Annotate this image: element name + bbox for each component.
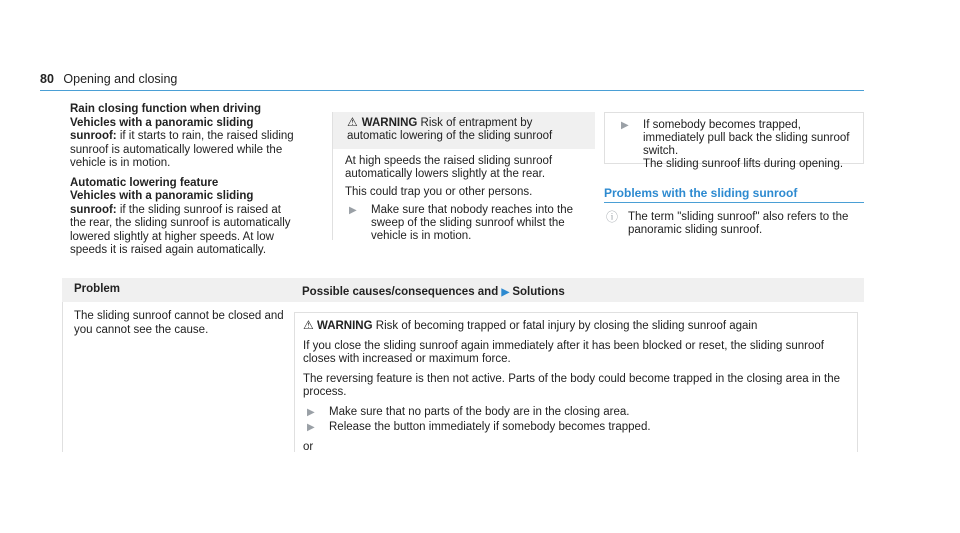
instruction-step xyxy=(617,119,853,171)
vehicle-condition-label: Vehicles with a panoramic sliding sunroof: xyxy=(70,190,254,216)
warning-paragraph: This could trap you or other persons. xyxy=(345,186,533,198)
instruction-step xyxy=(303,406,849,420)
instruction-box-trapped xyxy=(604,112,864,170)
problem-cell: The sliding sunroof cannot be closed and you cannot see the cause. xyxy=(74,310,284,336)
solution-warning-header xyxy=(303,319,849,334)
warning-title: Risk of entrapment by automatic lowering of the sliding sunroof xyxy=(347,117,553,142)
warning-triangle-icon: ⚠ xyxy=(303,318,314,332)
rain-closing-text xyxy=(70,117,300,171)
solution-warning-box xyxy=(294,312,858,452)
warning-label: WARNING xyxy=(361,117,418,129)
step-text: Make sure that no parts of the body are in the closing area. xyxy=(329,405,630,418)
warning-box-entrapment xyxy=(332,112,595,240)
auto-lowering-text xyxy=(70,190,300,258)
note-text: The term "sliding sunroof" also refers to the panoramic sliding sunroof. xyxy=(628,211,849,236)
or-label: or xyxy=(303,440,314,453)
step-result: The sliding sunroof lifts during opening. xyxy=(643,158,844,170)
warning-triangle-icon: ⚠ xyxy=(347,115,358,129)
heading-auto-lowering: Automatic lowering feature xyxy=(70,176,219,189)
solution-paragraph: If you close the sliding sunroof again immediately after it has been blocked or reset, the sliding sunroof closes with increased or maximum force. xyxy=(303,339,824,365)
warning-title: Risk of becoming trapped or fatal injury by closing the sliding sunroof again xyxy=(372,320,758,332)
table-left-border xyxy=(62,302,63,452)
vehicle-condition-label: Vehicles with a panoramic sliding sunroof: xyxy=(70,116,254,142)
step-text: Make sure that nobody reaches into the sweep of the sliding sunroof whilst the vehicle is in motion. xyxy=(371,204,574,242)
instruction-step xyxy=(303,421,849,435)
table-row xyxy=(62,302,864,452)
auto-lowering-body: if the sliding sunroof is raised at the rear, the sliding sunroof is automatically lowered slightly at higher speeds. At low speeds it is raised again automatically. xyxy=(70,203,291,256)
play-arrow-icon: ▶ xyxy=(501,287,510,298)
warning-label: WARNING xyxy=(316,320,373,332)
heading-rain-closing: Rain closing function when driving xyxy=(70,103,262,115)
step-arrow-icon: ▶ xyxy=(307,422,315,433)
step-action: If somebody becomes trapped, immediately pull back the sliding sunroof switch. xyxy=(643,119,850,157)
solution-paragraph: The reversing feature is then not active. Parts of the body could become trapped in the closing area in the process. xyxy=(303,372,840,398)
instruction-step xyxy=(345,204,585,243)
step-text: Release the button immediately if somebody becomes trapped. xyxy=(329,421,651,433)
warning-body xyxy=(333,149,595,243)
column-header-problem: Problem xyxy=(74,283,121,295)
column-header-solutions xyxy=(302,286,565,298)
rain-closing-body: if it starts to rain, the raised sliding sunroof is automatically lowered while the vehicle is in motion. xyxy=(70,130,294,169)
page-header xyxy=(40,72,177,86)
step-arrow-icon: ▶ xyxy=(307,406,315,418)
column-header-suffix: Solutions xyxy=(512,286,565,298)
header-divider xyxy=(40,90,864,91)
warning-header xyxy=(333,112,595,149)
step-text xyxy=(643,119,853,171)
left-column xyxy=(70,103,300,258)
section-name: Opening and closing xyxy=(63,72,178,86)
section-title: Problems with the sliding sunroof xyxy=(604,186,798,200)
warning-paragraph: At high speeds the raised sliding sunroof automatically lowers slightly at the rear. xyxy=(345,155,553,180)
step-arrow-icon: ▶ xyxy=(621,120,629,131)
info-icon: ⓘ xyxy=(606,210,619,224)
column-header-text: Possible causes/consequences and xyxy=(302,286,499,298)
section-divider xyxy=(604,202,864,203)
table-header xyxy=(62,278,864,302)
page-number: 80 xyxy=(40,72,54,86)
info-note xyxy=(606,211,864,237)
step-arrow-icon: ▶ xyxy=(349,205,357,216)
